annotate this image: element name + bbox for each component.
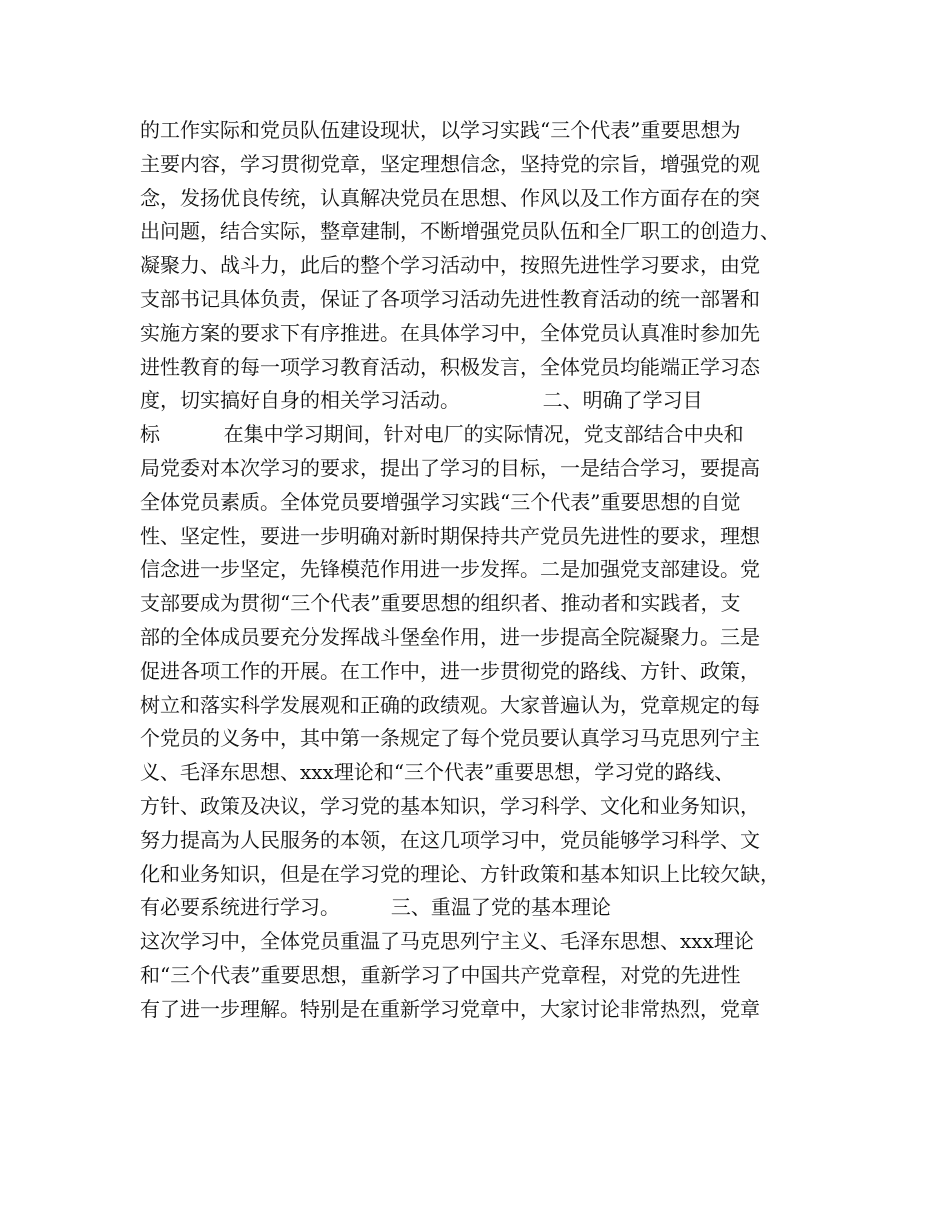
text-line: 努力提高为人民服务的本领，在这几项学习中，党员能够学习科学、文 <box>140 827 760 852</box>
body-text <box>140 114 830 1027</box>
text-line: 化和业务知识，但是在学习党的理论、方针政策和基本知识上比较欠缺， <box>140 861 780 886</box>
text-line: 信念进一步坚定，先锋模范作用进一步发挥。二是加强党支部建设。党 <box>140 557 760 582</box>
text-line: 义、毛泽东思想、xxx理论和“三个代表”重要思想，学习党的路线、 <box>140 760 735 785</box>
text-line: 个党员的义务中，其中第一条规定了每个党员要认真学习马克思列宁主 <box>140 726 760 751</box>
text-line: 性、坚定性，要进一步明确对新时期保持共产党员先进性的要求，理想 <box>140 523 760 548</box>
text-line: 有了进一步理解。特别是在重新学习党章中，大家讨论非常热烈，党章 <box>140 996 760 1021</box>
text-line: 方针、政策及决议，学习党的基本知识，学习科学、文化和业务知识， <box>140 793 760 818</box>
text-line: 出问题，结合实际，整章建制，不断增强党员队伍和全厂职工的创造力、 <box>140 219 780 244</box>
text-line: 凝聚力、战斗力，此后的整个学习活动中，按照先进性学习要求，由党 <box>140 253 760 278</box>
text-line: 树立和落实科学发展观和正确的政绩观。大家普遍认为，党章规定的每 <box>140 692 760 717</box>
text-line: 的工作实际和党员队伍建设现状，以学习实践“三个代表”重要思想为 <box>140 118 741 142</box>
text-line: 实施方案的要求下有序推进。在具体学习中，全体党员认真准时参加先 <box>140 320 760 345</box>
text-line: 支部书记具体负责，保证了各项学习活动先进性教育活动的统一部署和 <box>140 286 760 311</box>
text-line: 支部要成为贯彻“三个代表”重要思想的组织者、推动者和实践者，支 <box>140 591 741 616</box>
text-line: 度，切实搞好自身的相关学习活动。 二、明确了学习目 <box>140 388 703 413</box>
text-line: 标 在集中学习期间，针对电厂的实际情况，党支部结合中央和 <box>140 422 744 447</box>
text-line: 进性教育的每一项学习教育活动，积极发言，全体党员均能端正学习态 <box>140 354 760 379</box>
text-line: 这次学习中，全体党员重温了马克思列宁主义、毛泽东思想、xxx理论 <box>140 929 754 954</box>
text-line: 有必要系统进行学习。 三、重温了党的基本理论 <box>140 895 611 920</box>
text-line: 局党委对本次学习的要求，提出了学习的目标，一是结合学习，要提高 <box>140 455 760 480</box>
text-line: 促进各项工作的开展。在工作中，进一步贯彻党的路线、方针、政策， <box>140 658 760 683</box>
text-line: 部的全体成员要充分发挥战斗堡垒作用，进一步提高全院凝聚力。三是 <box>140 624 760 649</box>
text-line: 全体党员素质。全体党员要增强学习实践“三个代表”重要思想的自觉 <box>140 489 741 514</box>
text-line: 主要内容，学习贯彻党章，坚定理想信念，坚持党的宗旨，增强党的观 <box>140 151 760 176</box>
text-line: 和“三个代表”重要思想，重新学习了中国共产党章程，对党的先进性 <box>140 962 741 987</box>
text-line: 念，发扬优良传统，认真解决党员在思想、作风以及工作方面存在的突 <box>140 185 760 210</box>
